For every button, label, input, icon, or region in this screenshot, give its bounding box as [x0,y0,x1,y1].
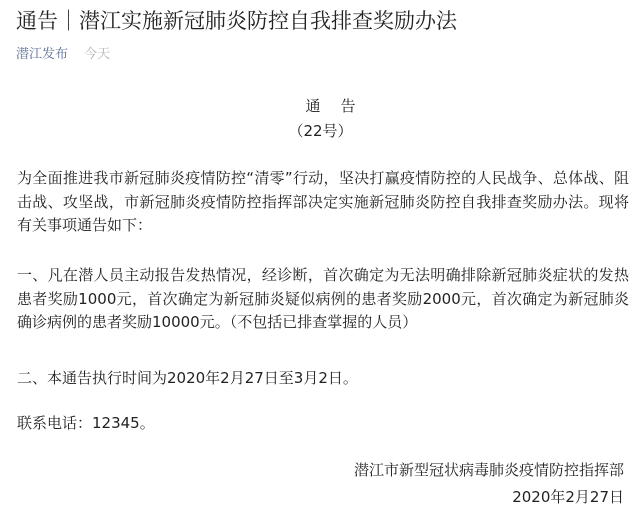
notice-number: （22号） [288,122,353,140]
body-paragraph: 二、本通告执行时间为2020年2月27日至3月2日。 [17,369,358,387]
author-link[interactable]: 潜江发布 [16,47,69,62]
signature-date: 2020年2月27日 [512,488,624,506]
article-meta [16,46,110,64]
publish-date: 今天 [84,47,111,62]
article-title: 通告｜潜江实施新冠肺炎防控自我排查奖励办法 [16,9,457,33]
signature-organization: 潜江市新型冠状病毒肺炎疫情防控指挥部 [353,461,624,479]
body-paragraph: 一、凡在潜人员主动报告发热情况，经诊断，首次确定为无法明确排除新冠肺炎症状的发热患者奖励1000元，首次确定为新冠肺炎疑似病例的患者奖励2000元，首次确定为新冠肺炎确诊病例的患者奖励10000元。（不包括已排查掌握的人员） [17,266,629,331]
notice-heading: 通告 [305,97,376,115]
contact-phone: 联系电话：12345。 [17,414,155,432]
body-paragraph: 为全面推进我市新冠肺炎疫情防控“清零”行动，坚决打赢疫情防控的人民战争、总体战、阻击战、攻坚战，市新冠肺炎疫情防控指挥部决定实施新冠肺炎防控自我排查奖励办法。现将有关事项通告如下： [17,169,629,234]
